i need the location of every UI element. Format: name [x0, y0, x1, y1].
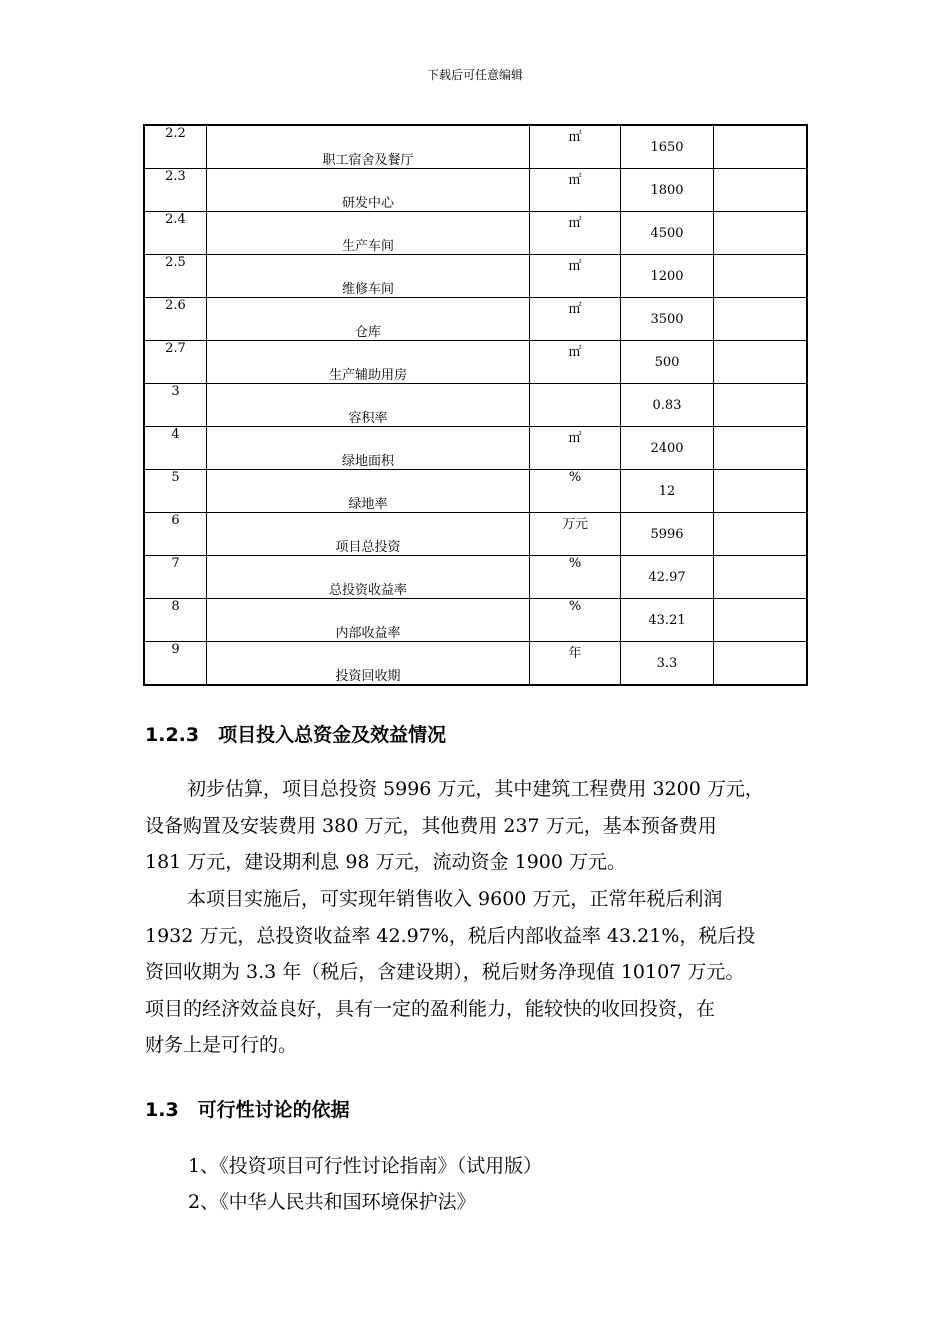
basis-list-item: 2、《中华人民共和国环境保护法》: [188, 1191, 476, 1213]
row-unit-cell: 年: [530, 642, 621, 686]
row-unit-cell: ㎡: [530, 341, 621, 384]
table-row: [144, 599, 807, 642]
row-note-cell: [714, 212, 808, 255]
row-name-cell: 绿地面积: [207, 427, 530, 470]
row-number-cell: 2.2: [144, 125, 207, 169]
row-name-cell: 生产车间: [207, 212, 530, 255]
row-unit-cell: [530, 384, 621, 427]
row-value-cell: 43.21: [621, 599, 714, 642]
row-unit-cell: ㎡: [530, 125, 621, 169]
row-number-cell: 2.3: [144, 169, 207, 212]
row-name-cell: 研发中心: [207, 169, 530, 212]
page-header-note: 下载后可任意编辑: [426, 68, 523, 82]
row-note-cell: [714, 255, 808, 298]
row-name-cell: 总投资收益率: [207, 556, 530, 599]
table-row: [144, 298, 807, 341]
row-number-cell: 5: [144, 470, 207, 513]
row-note-cell: [714, 470, 808, 513]
row-number-cell: 6: [144, 513, 207, 556]
row-value-cell: 1200: [621, 255, 714, 298]
row-unit-cell: %: [530, 556, 621, 599]
row-unit-cell: %: [530, 599, 621, 642]
row-note-cell: [714, 642, 808, 686]
table-row: [144, 255, 807, 298]
row-number-cell: 2.4: [144, 212, 207, 255]
row-note-cell: [714, 384, 808, 427]
row-unit-cell: ㎡: [530, 427, 621, 470]
paragraph-line: 财务上是可行的。: [145, 1034, 298, 1056]
row-name-cell: 容积率: [207, 384, 530, 427]
paragraph-investment: [145, 771, 825, 881]
row-name-cell: 生产辅助用房: [207, 341, 530, 384]
table-row: [144, 427, 807, 470]
table-row: [144, 341, 807, 384]
row-value-cell: 0.83: [621, 384, 714, 427]
row-value-cell: 3500: [621, 298, 714, 341]
table-row: [144, 470, 807, 513]
row-note-cell: [714, 513, 808, 556]
row-name-cell: 维修车间: [207, 255, 530, 298]
paragraph-line: 项目的经济效益良好，具有一定的盈利能力，能较快的收回投资，在: [145, 997, 716, 1020]
row-value-cell: 42.97: [621, 556, 714, 599]
table-row: [144, 642, 807, 686]
row-unit-cell: ㎡: [530, 169, 621, 212]
row-value-cell: 500: [621, 341, 714, 384]
row-number-cell: 9: [144, 642, 207, 686]
row-note-cell: [714, 599, 808, 642]
section-heading-1-3: 1.3 可行性讨论的依据: [145, 1099, 350, 1121]
row-unit-cell: ㎡: [530, 212, 621, 255]
table-row: [144, 556, 807, 599]
paragraph-line: 本项目实施后，可实现年销售收入 9600 万元，正常年税后利润: [187, 888, 723, 910]
basis-list-item: 1、《投资项目可行性讨论指南》（试用版）: [188, 1155, 543, 1177]
row-value-cell: 2400: [621, 427, 714, 470]
paragraph-line: 181 万元，建设期利息 98 万元，流动资金 1900 万元。: [145, 851, 626, 873]
row-number-cell: 2.7: [144, 341, 207, 384]
row-number-cell: 8: [144, 599, 207, 642]
row-unit-cell: ㎡: [530, 255, 621, 298]
row-value-cell: 12: [621, 470, 714, 513]
row-name-cell: 项目总投资: [207, 513, 530, 556]
row-note-cell: [714, 298, 808, 341]
row-value-cell: 5996: [621, 513, 714, 556]
row-name-cell: 投资回收期: [207, 642, 530, 686]
row-unit-cell: %: [530, 470, 621, 513]
row-number-cell: 4: [144, 427, 207, 470]
paragraph-line: 资回收期为 3.3 年（税后，含建设期），税后财务净现值 10107 万元。: [145, 961, 745, 983]
paragraph-benefit: [145, 881, 825, 1064]
row-name-cell: 绿地率: [207, 470, 530, 513]
row-value-cell: 3.3: [621, 642, 714, 686]
section-heading-1-2-3: 1.2.3 项目投入总资金及效益情况: [145, 724, 447, 746]
row-number-cell: 2.6: [144, 298, 207, 341]
row-note-cell: [714, 125, 808, 169]
table-row: [144, 125, 807, 169]
row-value-cell: 1650: [621, 125, 714, 169]
row-name-cell: 职工宿舍及餐厅: [207, 125, 530, 169]
row-note-cell: [714, 341, 808, 384]
paragraph-line: 初步估算，项目总投资 5996 万元，其中建筑工程费用 3200 万元，: [187, 778, 764, 800]
table-row: [144, 513, 807, 556]
row-note-cell: [714, 169, 808, 212]
row-value-cell: 4500: [621, 212, 714, 255]
table-row: [144, 212, 807, 255]
row-value-cell: 1800: [621, 169, 714, 212]
row-note-cell: [714, 556, 808, 599]
paragraph-line: 1932 万元，总投资收益率 42.97%，税后内部收益率 43.21%，税后投: [145, 924, 756, 947]
indicator-table: [143, 124, 808, 686]
row-number-cell: 7: [144, 556, 207, 599]
table-row: [144, 384, 807, 427]
row-name-cell: 仓库: [207, 298, 530, 341]
row-name-cell: 内部收益率: [207, 599, 530, 642]
row-number-cell: 2.5: [144, 255, 207, 298]
table-row: [144, 169, 807, 212]
row-unit-cell: ㎡: [530, 298, 621, 341]
row-number-cell: 3: [144, 384, 207, 427]
row-note-cell: [714, 427, 808, 470]
row-unit-cell: 万元: [530, 513, 621, 556]
paragraph-line: 设备购置及安装费用 380 万元，其他费用 237 万元，基本预备费用: [145, 814, 717, 837]
